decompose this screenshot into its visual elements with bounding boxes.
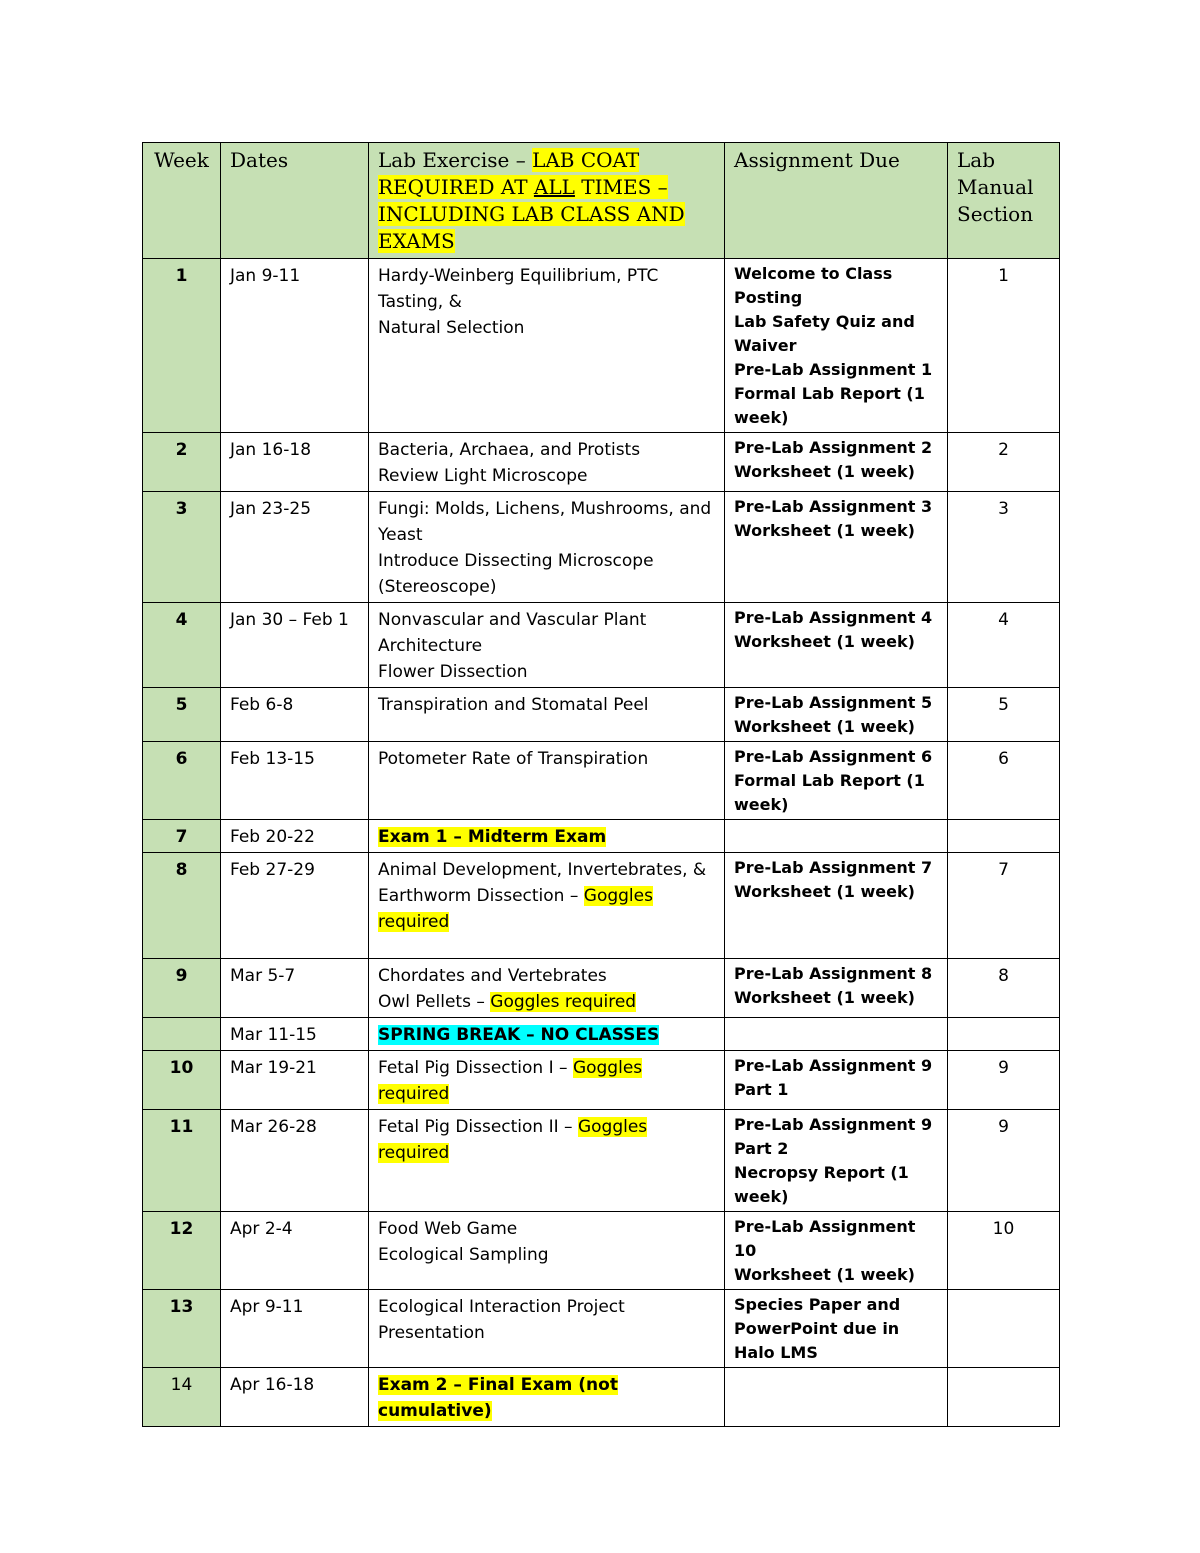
assignment-due-cell: [725, 853, 948, 959]
lab-manual-section-cell: 8: [948, 959, 1060, 1018]
lab-exercise-cell: [369, 820, 725, 853]
schedule-body: [143, 259, 1060, 1427]
goggles-required-note: Goggles required: [378, 1117, 648, 1163]
assignment-due-cell: [725, 688, 948, 742]
assignment-due-cell: [725, 603, 948, 688]
assignment-due-cell: [725, 259, 948, 433]
lab-exercise-cell: [369, 959, 725, 1018]
lab-exercise-cell: [369, 603, 725, 688]
dates-cell: Mar 5-7: [221, 959, 369, 1018]
lab-exercise-cell: [369, 492, 725, 603]
exercise-line: Ecological Interaction Project Presentation: [378, 1297, 625, 1343]
lab-manual-section-cell: 5: [948, 688, 1060, 742]
exercise-line: Bacteria, Archaea, and Protists: [378, 440, 641, 460]
lab-exercise-cell: [369, 1368, 725, 1427]
assignment-item: Pre-Lab Assignment 2: [734, 438, 933, 457]
header-dates: Dates: [221, 143, 369, 259]
assignment-item: Pre-Lab Assignment 1: [734, 360, 933, 379]
exercise-line-goggles: [378, 989, 715, 1015]
exercise-line: Animal Development, Invertebrates, &: [378, 860, 707, 880]
lab-exercise-cell: [369, 1018, 725, 1051]
assignment-item: Pre-Lab Assignment 6: [734, 747, 933, 766]
exercise-line: Hardy-Weinberg Equilibrium, PTC Tasting, &: [378, 266, 659, 312]
assignment-item: Worksheet (1 week): [734, 717, 915, 736]
assignment-item: Worksheet (1 week): [734, 632, 915, 651]
lab-manual-section-cell: 6: [948, 742, 1060, 820]
table-row: [143, 1110, 1060, 1212]
assignment-due-cell: [725, 492, 948, 603]
assignment-item: Pre-Lab Assignment 9 Part 1: [734, 1056, 933, 1099]
lab-manual-section-cell: [948, 820, 1060, 853]
dates-cell: Jan 9-11: [221, 259, 369, 433]
dates-cell: Feb 27-29: [221, 853, 369, 959]
table-row: [143, 959, 1060, 1018]
exercise-line: Review Light Microscope: [378, 466, 588, 486]
lab-coat-notice-all: ALL: [533, 175, 575, 199]
table-row: [143, 820, 1060, 853]
lab-manual-section-cell: 9: [948, 1110, 1060, 1212]
table-row: [143, 853, 1060, 959]
dates-cell: Jan 30 – Feb 1: [221, 603, 369, 688]
table-row: [143, 603, 1060, 688]
header-week: Week: [143, 143, 221, 259]
dates-cell: Apr 16-18: [221, 1368, 369, 1427]
table-row: [143, 1051, 1060, 1110]
lab-coat-notice-part2: TIMES – INCLUDING LAB CLASS AND EXAMS: [378, 175, 685, 253]
spring-break-label: SPRING BREAK – NO CLASSES: [378, 1025, 660, 1045]
exercise-text: Fetal Pig Dissection I –: [378, 1058, 573, 1078]
table-row: [143, 492, 1060, 603]
assignment-due-cell: [725, 1110, 948, 1212]
exercise-line: Introduce Dissecting Microscope (Stereoscope): [378, 551, 654, 597]
dates-cell: Feb 13-15: [221, 742, 369, 820]
header-lab-manual-section: Lab Manual Section: [948, 143, 1060, 259]
table-row: [143, 688, 1060, 742]
assignment-item: Pre-Lab Assignment 5: [734, 693, 933, 712]
week-cell: 9: [143, 959, 221, 1018]
exercise-line: Transpiration and Stomatal Peel: [378, 695, 649, 715]
week-cell: 3: [143, 492, 221, 603]
exercise-line: Natural Selection: [378, 318, 525, 338]
assignment-due-cell: [725, 742, 948, 820]
assignment-item: Worksheet (1 week): [734, 462, 915, 481]
assignment-item: Pre-Lab Assignment 8: [734, 964, 933, 983]
assignment-item: Worksheet (1 week): [734, 521, 915, 540]
week-cell: 7: [143, 820, 221, 853]
table-row: [143, 433, 1060, 492]
week-cell: 2: [143, 433, 221, 492]
lab-exercise-cell: [369, 1290, 725, 1368]
exercise-text: Earthworm Dissection –: [378, 886, 584, 906]
goggles-required-note: Goggles required: [378, 1058, 643, 1104]
exercise-line: Nonvascular and Vascular Plant Architecture: [378, 610, 647, 656]
dates-cell: Apr 2-4: [221, 1212, 369, 1290]
week-cell: 12: [143, 1212, 221, 1290]
dates-cell: Apr 9-11: [221, 1290, 369, 1368]
week-cell: 6: [143, 742, 221, 820]
table-row: [143, 259, 1060, 433]
lab-exercise-cell: [369, 259, 725, 433]
assignment-due-cell: [725, 820, 948, 853]
assignment-due-cell: [725, 1018, 948, 1051]
dates-cell: Mar 26-28: [221, 1110, 369, 1212]
lab-manual-section-cell: 9: [948, 1051, 1060, 1110]
table-row: [143, 742, 1060, 820]
lab-manual-section-cell: 2: [948, 433, 1060, 492]
week-cell: [143, 1018, 221, 1051]
exercise-line: Flower Dissection: [378, 662, 528, 682]
exercise-text: Owl Pellets –: [378, 992, 491, 1012]
lab-exercise-cell: [369, 688, 725, 742]
lab-manual-section-cell: [948, 1018, 1060, 1051]
week-cell: 10: [143, 1051, 221, 1110]
goggles-required-note: Goggles required: [490, 992, 637, 1012]
table-row: [143, 1212, 1060, 1290]
dates-cell: Mar 11-15: [221, 1018, 369, 1051]
exercise-line: Ecological Sampling: [378, 1245, 549, 1265]
assignment-item: Worksheet (1 week): [734, 988, 915, 1007]
table-row: [143, 1368, 1060, 1427]
assignment-due-cell: [725, 1368, 948, 1427]
week-cell: 11: [143, 1110, 221, 1212]
lab-exercise-cell: [369, 1212, 725, 1290]
header-assignment-due: Assignment Due: [725, 143, 948, 259]
assignment-due-cell: [725, 1212, 948, 1290]
assignment-item: Formal Lab Report (1 week): [734, 771, 925, 814]
dates-cell: Jan 23-25: [221, 492, 369, 603]
week-cell: 13: [143, 1290, 221, 1368]
exam-label: Exam 1 – Midterm Exam: [378, 827, 607, 847]
week-cell: 4: [143, 603, 221, 688]
goggles-required-note: Goggles required: [378, 886, 653, 932]
dates-cell: Mar 19-21: [221, 1051, 369, 1110]
lab-exercise-cell: [369, 1110, 725, 1212]
assignment-item: Pre-Lab Assignment 7: [734, 858, 933, 877]
exercise-line: Potometer Rate of Transpiration: [378, 749, 649, 769]
exercise-line-goggles: [378, 883, 715, 935]
lab-exercise-cell: [369, 853, 725, 959]
assignment-item: Necropsy Report (1 week): [734, 1163, 909, 1206]
exercise-text: Fetal Pig Dissection II –: [378, 1117, 578, 1137]
week-cell: 8: [143, 853, 221, 959]
exercise-line: Food Web Game: [378, 1219, 518, 1239]
dates-cell: Feb 20-22: [221, 820, 369, 853]
assignment-item: Worksheet (1 week): [734, 882, 915, 901]
exam-label: Exam 2 – Final Exam (not cumulative): [378, 1375, 618, 1421]
assignment-item: Pre-Lab Assignment 3: [734, 497, 933, 516]
lab-exercise-cell: [369, 742, 725, 820]
lab-schedule-table: [142, 142, 1060, 1427]
assignment-item: Species Paper and PowerPoint due in Halo LMS: [734, 1295, 901, 1362]
week-cell: 1: [143, 259, 221, 433]
lab-manual-section-cell: 7: [948, 853, 1060, 959]
lab-manual-section-cell: 1: [948, 259, 1060, 433]
assignment-item: Pre-Lab Assignment 10: [734, 1217, 916, 1260]
exercise-line: Chordates and Vertebrates: [378, 966, 607, 986]
lab-coat-notice-part1: LAB COAT REQUIRED AT: [378, 148, 640, 199]
assignment-due-cell: [725, 959, 948, 1018]
assignment-item: Formal Lab Report (1 week): [734, 384, 925, 427]
header-lab-exercise: [369, 143, 725, 259]
lab-manual-section-cell: 4: [948, 603, 1060, 688]
assignment-item: Lab Safety Quiz and Waiver: [734, 312, 915, 355]
lab-exercise-cell: [369, 433, 725, 492]
dates-cell: Feb 6-8: [221, 688, 369, 742]
header-exercise-prefix: Lab Exercise –: [378, 148, 533, 172]
assignment-item: Welcome to Class Posting: [734, 264, 893, 307]
assignment-due-cell: [725, 1290, 948, 1368]
lab-manual-section-cell: 3: [948, 492, 1060, 603]
lab-manual-section-cell: [948, 1368, 1060, 1427]
exercise-line-goggles: [378, 1114, 715, 1166]
week-cell: 5: [143, 688, 221, 742]
lab-manual-section-cell: [948, 1290, 1060, 1368]
exercise-line-goggles: [378, 1055, 715, 1107]
assignment-due-cell: [725, 1051, 948, 1110]
assignment-due-cell: [725, 433, 948, 492]
header-row: [143, 143, 1060, 259]
exercise-line: Fungi: Molds, Lichens, Mushrooms, and Yeast: [378, 499, 712, 545]
week-cell: 14: [143, 1368, 221, 1427]
table-row: [143, 1290, 1060, 1368]
assignment-item: Worksheet (1 week): [734, 1265, 915, 1284]
assignment-item: Pre-Lab Assignment 4: [734, 608, 933, 627]
lab-manual-section-cell: 10: [948, 1212, 1060, 1290]
dates-cell: Jan 16-18: [221, 433, 369, 492]
assignment-item: Pre-Lab Assignment 9 Part 2: [734, 1115, 933, 1158]
table-row: [143, 1018, 1060, 1051]
lab-exercise-cell: [369, 1051, 725, 1110]
